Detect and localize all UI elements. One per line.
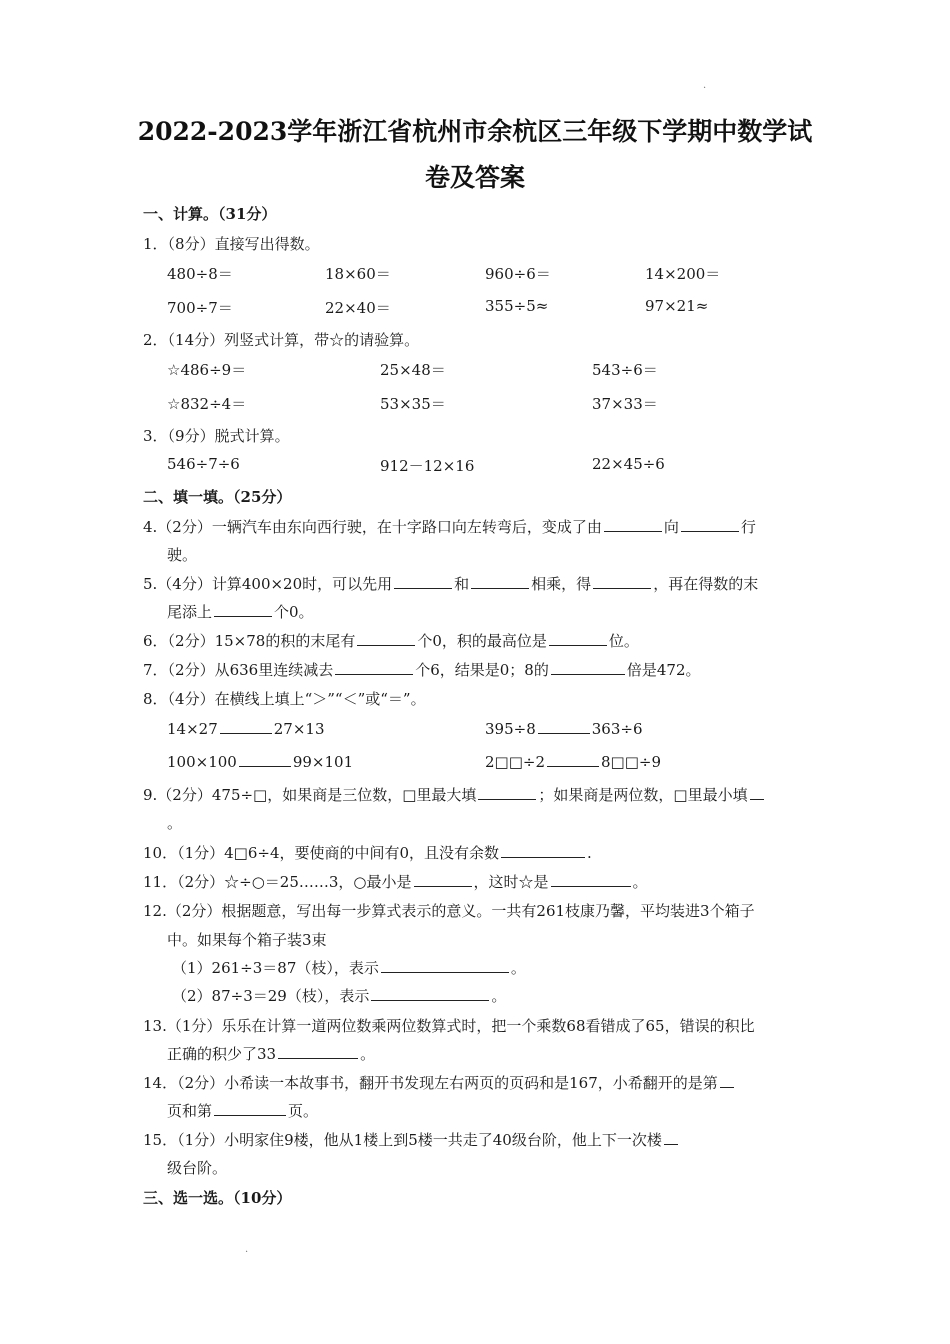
q8-text: 100×100 (167, 753, 237, 771)
q8-text: 395÷8 (485, 720, 536, 738)
q1-item: 97×21≈ (645, 297, 709, 315)
q4-text: 行 (740, 518, 756, 536)
q15-text: 15．（1分）小明家住9楼，他从1楼上到5楼一共走了40级台阶，他上下一次楼 (143, 1131, 662, 1149)
q6-text: 个0，积的最高位是 (417, 632, 547, 650)
answer-blank[interactable] (357, 631, 415, 646)
section-heading-3: 三、选一选。（10分） (143, 1189, 292, 1207)
q12-text: 。 (510, 959, 526, 977)
q11-text: 。 (632, 873, 648, 891)
question-12: 12.（2分）根据题意，写出每一步算式表示的意义。一共有261枝康乃馨，平均装进3个箱子 (143, 902, 755, 920)
q9-text: 9.（2分）475÷□，如果商是三位数，□里最大填 (143, 786, 477, 804)
answer-blank[interactable] (681, 517, 739, 532)
q2-item: 53×35＝ (380, 395, 446, 413)
question-15-cont: 级台阶。 (167, 1159, 228, 1177)
answer-blank[interactable] (414, 872, 472, 887)
answer-blank[interactable] (220, 719, 272, 734)
question-14 (143, 1072, 736, 1093)
question-13: 13.（1分）乐乐在计算一道两位数乘两位数算式时，把一个乘数68看错成了65，错误的积比 (143, 1017, 755, 1035)
q6-text: 6．（2分）15×78的积的末尾有 (143, 632, 356, 650)
q4-text: 4.（2分）一辆汽车由东向西行驶，在十字路口向左转弯后，变成了由 (143, 518, 602, 536)
q12-text: 。 (491, 987, 507, 1005)
answer-blank[interactable] (604, 517, 662, 532)
question-3-stem: 3．（9分）脱式计算。 (143, 427, 290, 445)
section-heading-1: 一、计算。（31分） (143, 205, 277, 223)
page-title-line1: 2022-2023学年浙江省杭州市余杭区三年级下学期中数学试 (137, 117, 813, 146)
q2-item: ☆486÷9＝ (167, 361, 247, 379)
answer-blank[interactable] (371, 986, 489, 1001)
answer-blank[interactable] (720, 1073, 734, 1088)
answer-blank[interactable] (501, 843, 585, 858)
q2-item: ☆832÷4＝ (167, 395, 247, 413)
q12-text: （2）87÷3＝29（枝），表示 (172, 987, 370, 1005)
answer-blank[interactable] (214, 1101, 286, 1116)
answer-blank[interactable] (278, 1044, 358, 1059)
question-8-stem: 8．（4分）在横线上填上“＞”“＜”或“＝”。 (143, 690, 426, 708)
question-9 (143, 784, 766, 805)
q1-item: 22×40＝ (325, 299, 391, 317)
section-heading-2: 二、填一填。（25分） (143, 488, 292, 506)
question-12-cont: 中。如果每个箱子装3束 (167, 931, 327, 949)
answer-blank[interactable] (471, 574, 529, 589)
question-14-cont (167, 1100, 318, 1121)
q12-text: （1）261÷3＝87（枝），表示 (172, 959, 379, 977)
q1-item: 960÷6＝ (485, 265, 551, 283)
scan-dot: . (703, 80, 707, 91)
answer-blank[interactable] (381, 958, 509, 973)
q8-compare (167, 719, 325, 738)
question-7 (143, 659, 701, 680)
page-title-line2: 卷及答案 (424, 163, 525, 192)
q3-item: 22×45÷6 (592, 455, 665, 473)
answer-blank[interactable] (239, 752, 291, 767)
answer-blank[interactable] (750, 785, 764, 800)
q14-text: 页。 (288, 1102, 319, 1120)
q5-text: 个0。 (274, 603, 314, 621)
q8-text: 8□□÷9 (601, 753, 661, 771)
answer-blank[interactable] (394, 574, 452, 589)
q8-compare (167, 752, 353, 771)
answer-blank[interactable] (664, 1130, 678, 1145)
q1-item: 14×200＝ (645, 265, 721, 283)
q2-item: 543÷6＝ (592, 361, 658, 379)
q7-text: 7．（2分）从636里连续减去 (143, 661, 334, 679)
question-5 (143, 573, 758, 594)
q11-text: ，这时☆是 (473, 873, 549, 891)
question-5-cont (167, 601, 314, 622)
question-1-stem: 1．（8分）直接写出得数。 (143, 235, 320, 253)
q5-text: 5.（4分）计算400×20时，可以先用 (143, 575, 393, 593)
q8-compare (485, 719, 643, 738)
answer-blank[interactable] (547, 752, 599, 767)
question-4-cont: 驶。 (167, 546, 198, 564)
q13-text: 。 (360, 1045, 376, 1063)
q10-text: . (587, 844, 592, 862)
q14-text: 页和第 (167, 1102, 213, 1120)
answer-blank[interactable] (478, 785, 536, 800)
answer-blank[interactable] (538, 719, 590, 734)
q8-text: 14×27 (167, 720, 218, 738)
q6-text: 位。 (608, 632, 639, 650)
answer-blank[interactable] (593, 574, 651, 589)
q5-text: 和 (454, 575, 470, 593)
answer-blank[interactable] (214, 602, 272, 617)
question-11 (143, 871, 648, 892)
answer-blank[interactable] (551, 660, 625, 675)
answer-blank[interactable] (335, 660, 413, 675)
q7-text: 倍是472。 (626, 661, 701, 679)
q1-item: 700÷7＝ (167, 299, 233, 317)
q3-item: 546÷7÷6 (167, 455, 240, 473)
q5-text: ，再在得数的末 (653, 575, 759, 593)
question-9-cont: 。 (167, 814, 183, 832)
q5-text: 相乘，得 (531, 575, 592, 593)
q8-compare (485, 752, 661, 771)
q5-text: 尾添上 (167, 603, 213, 621)
question-2-stem: 2．（14分）列竖式计算，带☆的请验算。 (143, 331, 420, 349)
q8-text: 363÷6 (591, 720, 643, 738)
q9-text: ；如果商是两位数，□里最小填 (538, 786, 748, 804)
answer-blank[interactable] (551, 872, 631, 887)
q10-text: 10．（1分）4□6÷4，要使商的中间有0，且没有余数 (143, 844, 500, 862)
q2-item: 37×33＝ (592, 395, 658, 413)
answer-blank[interactable] (549, 631, 607, 646)
q1-item: 480÷8＝ (167, 265, 233, 283)
q11-text: 11．（2分）☆÷○＝25……3，○最小是 (143, 873, 412, 891)
q14-text: 14．（2分）小希读一本故事书，翻开书发现左右两页的页码和是167，小希翻开的是第 (143, 1074, 718, 1092)
q7-text: 个6，结果是0；8的 (415, 661, 549, 679)
q3-item: 912－12×16 (380, 457, 475, 475)
question-15 (143, 1129, 680, 1150)
q8-text: 2□□÷2 (485, 753, 545, 771)
q4-text: 向 (663, 518, 679, 536)
question-6 (143, 630, 639, 651)
question-13-cont (167, 1043, 375, 1064)
scan-dot: . (245, 1244, 249, 1255)
question-12-part1 (172, 957, 526, 978)
q8-text: 99×101 (292, 753, 354, 771)
q8-text: 27×13 (273, 720, 325, 738)
question-4 (143, 516, 756, 537)
q2-item: 25×48＝ (380, 361, 446, 379)
question-10 (143, 842, 592, 863)
q13-text: 正确的积少了33 (167, 1045, 277, 1063)
question-12-part2 (172, 985, 506, 1006)
q1-item: 18×60＝ (325, 265, 391, 283)
q1-item: 355÷5≈ (485, 297, 549, 315)
